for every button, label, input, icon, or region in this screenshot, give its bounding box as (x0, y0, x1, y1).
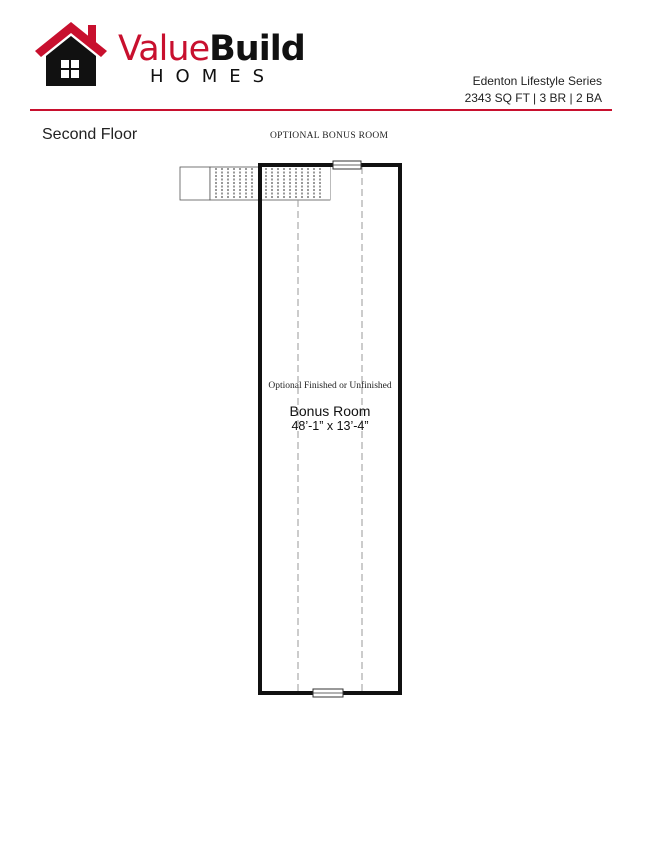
brand-name-value: Value (118, 29, 210, 69)
plan-title: OPTIONAL BONUS ROOM (270, 131, 389, 141)
window-top (333, 161, 361, 169)
room-dimensions: 48’-1” x 13’-4” (291, 419, 369, 433)
room-note: Optional Finished or Unfinished (268, 381, 392, 391)
brand-subtitle: HOMES (150, 66, 277, 87)
brand-name-build: Build (209, 29, 305, 69)
floor-label: Second Floor (42, 126, 138, 143)
room-name: Bonus Room (289, 403, 371, 419)
series-name: Edenton Lifestyle Series (472, 74, 602, 88)
stair-landing (180, 167, 210, 200)
home-specs: 2343 SQ FT | 3 BR | 2 BA (464, 91, 602, 105)
window-bottom (313, 689, 343, 697)
